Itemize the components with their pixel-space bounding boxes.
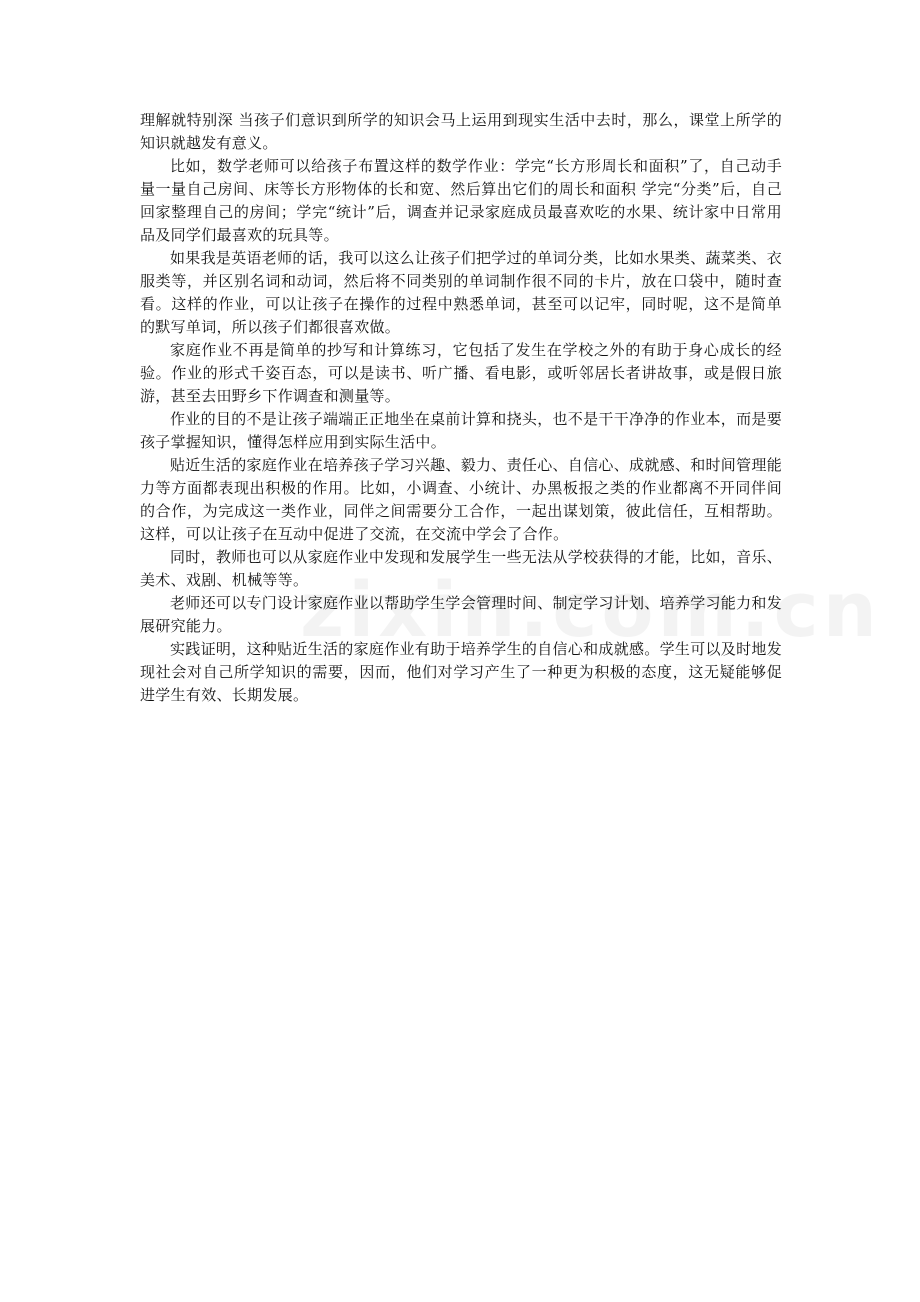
paragraph-5: 作业的目的不是让孩子端端正正地坐在桌前计算和挠头，也不是干干净净的作业本，而是要孩子掌握知识，懂得怎样应用到实际生活中。 <box>140 410 783 451</box>
paragraph-4: 家庭作业不再是简单的抄写和计算练习，它包括了发生在学校之外的有助于身心成长的经验。作业的形式千姿百态，可以是读书、听广播、看电影，或听邻居长者讲故事，或是假日旅游，甚至去田野乡下作调查和测量等。 <box>140 341 782 405</box>
paragraph-2: 比如，数学老师可以给孩子布置这样的数学作业：学完“长方形周长和面积”了，自己动手量一量自己房间、床等长方形物体的长和宽、然后算出它们的周长和面积 学完“分类”后，自己回家整理自己的房间；学完“统计”后，调查并记录家庭成员最喜欢吃的水果、统计家中日常用品及同学们最喜欢的玩具等。 <box>140 157 782 244</box>
paragraph-6: 贴近生活的家庭作业在培养孩子学习兴趣、毅力、责任心、自信心、成就感、和时间管理能力等方面都表现出积极的作用。比如，小调查、小统计、办黑板报之类的作业都离不开同伴间的合作，为完成这一类作业，同伴之间需要分工合作，一起出谋划策，彼此信任，互相帮助。这样，可以让孩子在互动中促进了交流，在交流中学会了合作。 <box>140 456 783 543</box>
paragraph-9: 实践证明，这种贴近生活的家庭作业有助于培养学生的自信心和成就感。学生可以及时地发现社会对自己所学知识的需要，因而，他们对学习产生了一种更为积极的态度，这无疑能够促进学生有效、长期发展。 <box>140 640 783 704</box>
paragraph-3: 如果我是英语老师的话，我可以这么让孩子们把学过的单词分类，比如水果类、蔬菜类、衣服类等，并区别名词和动词，然后将不同类别的单词制作很不同的卡片，放在口袋中，随时查看。这样的作业，可以让孩子在操作的过程中熟悉单词，甚至可以记牢，同时呢，这不是简单的默写单词，所以孩子们都很喜欢做。 <box>140 249 783 336</box>
document-body <box>140 109 782 707</box>
paragraph-1: 理解就特别深 当孩子们意识到所学的知识会马上运用到现实生活中去时，那么，课堂上所学的知识就越发有意义。 <box>140 111 782 152</box>
paragraph-7: 同时，教师也可以从家庭作业中发现和发展学生一些无法从学校获得的才能，比如，音乐、美术、戏剧、机械等等。 <box>140 548 783 589</box>
paragraph-8: 老师还可以专门设计家庭作业以帮助学生学会管理时间、制定学习计划、培养学习能力和发展研究能力。 <box>140 594 783 635</box>
